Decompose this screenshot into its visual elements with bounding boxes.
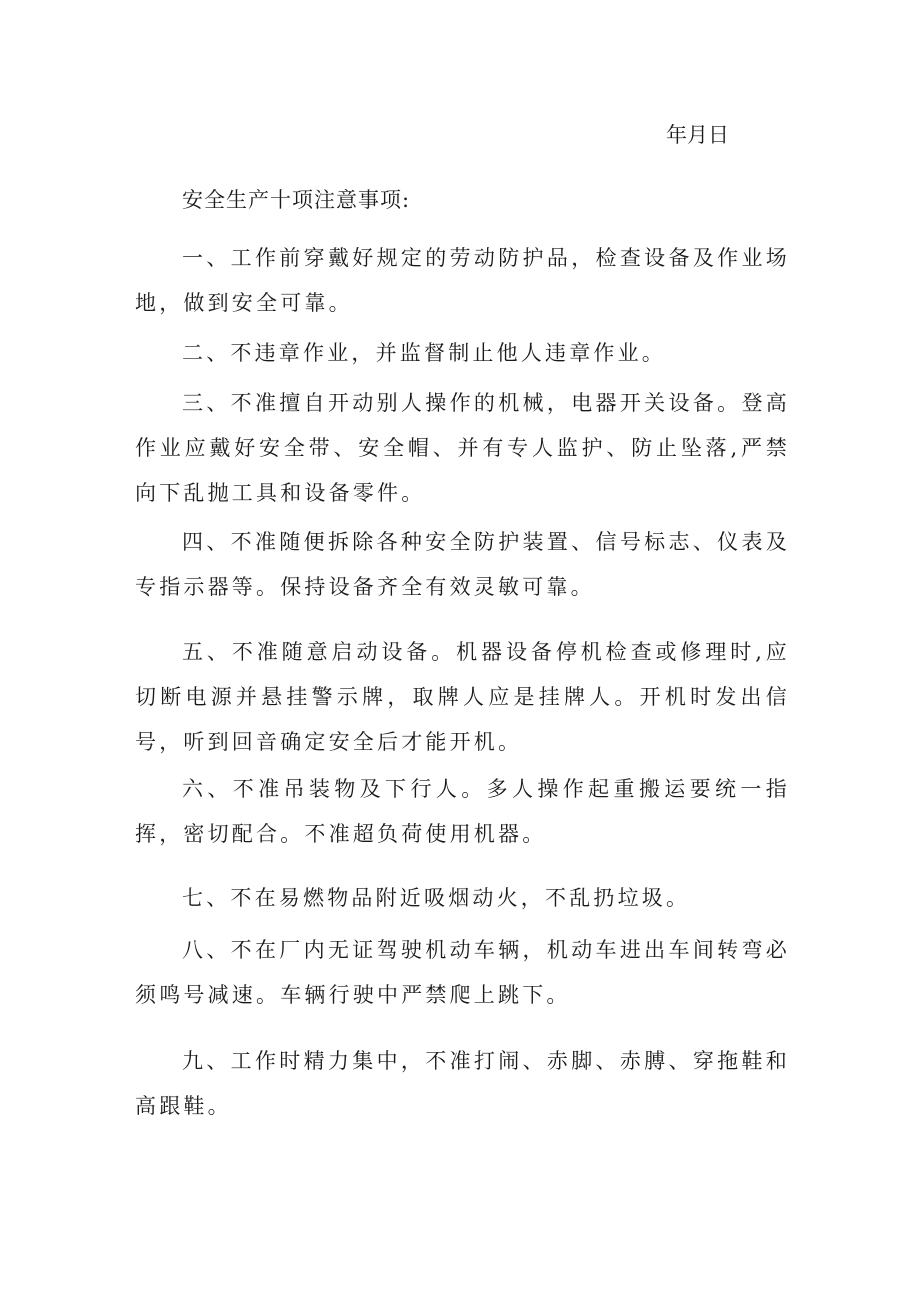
document-heading: 安全生产十项注意事项: — [182, 188, 411, 212]
rule-item-3: 三、不准擅自开动别人操作的机械，电器开关设备。登高作业应戴好安全带、安全帽、并有专人监护、防止坠落,严禁向下乱抛工具和设备零件。 — [135, 391, 790, 505]
rule-item-1: 一、工作前穿戴好规定的劳动防护品，检查设备及作业场地，做到安全可靠。 — [135, 246, 790, 315]
rule-item-8: 八、不在厂内无证驾驶机动车辆，机动车进出车间转弯必须鸣号减速。车辆行驶中严禁爬上跳下。 — [135, 938, 790, 1007]
date-line: 年月日 — [666, 123, 729, 147]
rule-item-6: 六、不准吊装物及下行人。多人操作起重搬运要统一指挥，密切配合。不准超负荷使用机器。 — [135, 777, 790, 846]
rule-item-5: 五、不准随意启动设备。机器设备停机检查或修理时,应切断电源并悬挂警示牌，取牌人应是挂牌人。开机时发出信号，听到回音确定安全后才能开机。 — [135, 640, 790, 754]
rule-item-4: 四、不准随便拆除各种安全防护装置、信号标志、仪表及专指示器等。保持设备齐全有效灵敏可靠。 — [135, 530, 790, 599]
rule-item-2: 二、不违章作业，并监督制止他人违章作业。 — [182, 341, 666, 365]
rule-item-7: 七、不在易燃物品附近吸烟动火，不乱扔垃圾。 — [182, 886, 691, 910]
rule-item-9: 九、工作时精力集中，不准打闹、赤脚、赤膊、穿拖鞋和高跟鞋。 — [135, 1049, 790, 1118]
